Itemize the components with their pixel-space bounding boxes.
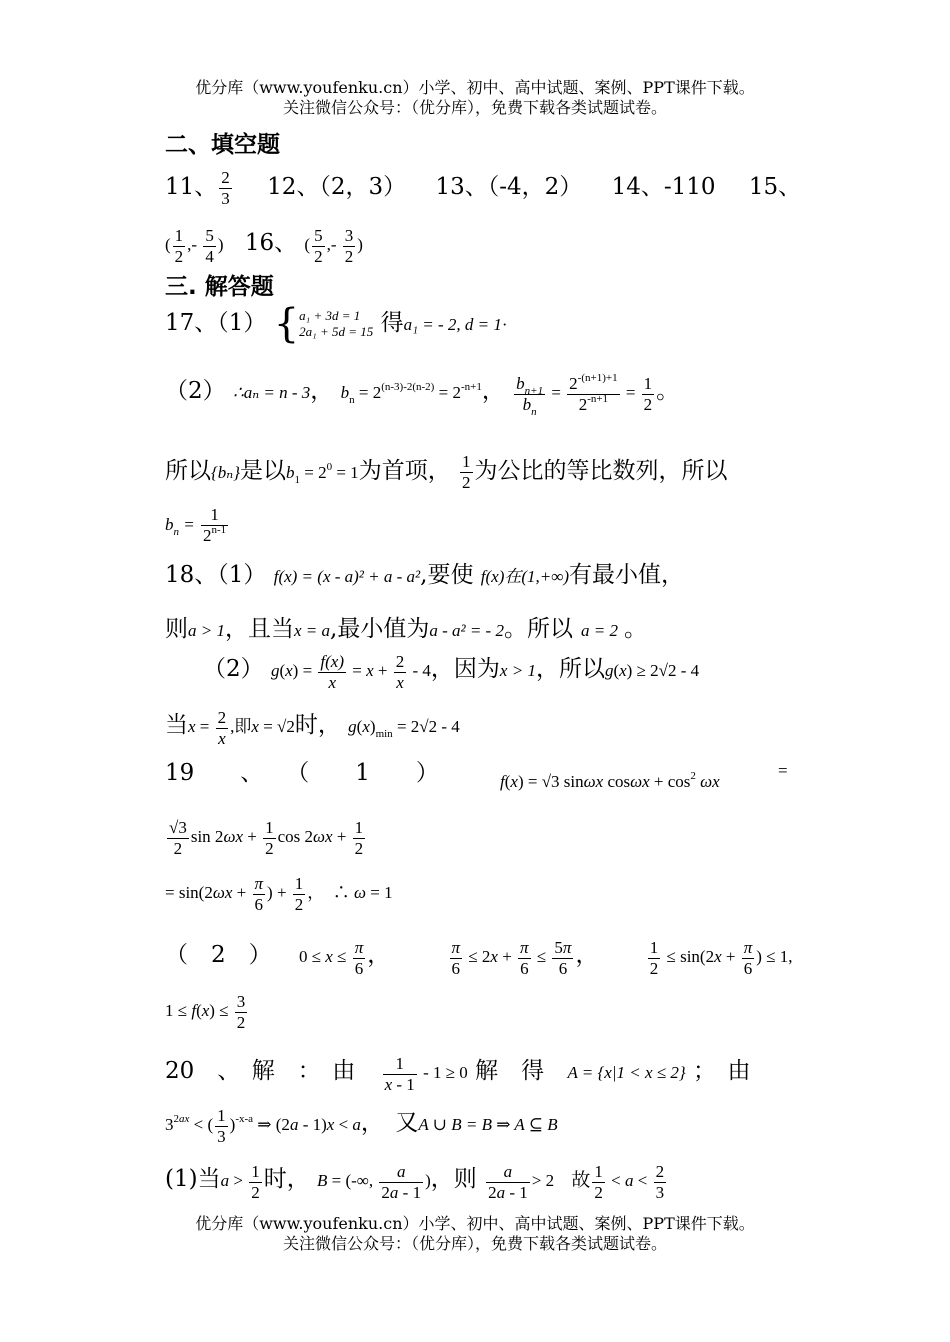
q17-bn-formula: $b_n$ = $\frac{1}{2^{n-1}}$ bbox=[165, 505, 227, 545]
q19-step1: $\frac{√3}{2}$ sin 2ωx + $\frac{1}{2}$ cos 2ωx + $\frac{1}{2}$ bbox=[169, 818, 364, 858]
q15-answer: ( $\frac{1}{2}$ ,- $\frac{5}{4}$ ) bbox=[165, 226, 224, 266]
q18-g-bound: g(x) ≥ 2√2 - 4 bbox=[604, 660, 700, 680]
q18-function: f(x) = (x - a)² + a - a² bbox=[273, 567, 421, 586]
q18-g-def: g(x) = $\frac{f(x)}{x}$ = x + $\frac{2}{x}$ - 4 bbox=[270, 652, 431, 692]
q19-function: f(x) = √3 sinωx $\cos\omega x + \cos^2 \omega x$ bbox=[500, 770, 720, 791]
q17-b1: $b_1 = 2^0 = 1$ bbox=[286, 461, 359, 487]
footer-line-2: 关注微信公众号：（优分库），免费下载各类试题试卷。 bbox=[282, 1234, 667, 1253]
header-line-2: 关注微信公众号：（优分库），免费下载各类试题试卷。 bbox=[282, 98, 667, 117]
fill-blank-row-1 bbox=[165, 168, 801, 208]
q17-bn: $b_n = 2^{(n-3)-2(n-2)} = 2^{-n+1}$ bbox=[340, 380, 482, 406]
section-title-fill-blank: 二、填空题 bbox=[165, 132, 280, 158]
header-line-1: 优分库（www.youfenku.cn）小学、初中、高中试题、案例、PPT课件下载。 bbox=[195, 78, 755, 97]
q18-g-min: $g(x)_{min} = 2√2 - 4$ bbox=[348, 716, 460, 740]
q16-answer: ( $\frac{5}{2}$ ,- $\frac{3}{2}$ ) bbox=[304, 226, 363, 266]
q18-part1: 18、（1） f(x) = (x - a)² + a - a²,要使 f(x)在(1,+∞)有最小值， bbox=[165, 562, 685, 588]
q18-part2-cont: 当x = $\frac{2}{x}$ ,即x = √2时， $g(x)_{min} = 2√2 - 4$ bbox=[165, 708, 460, 748]
q17-part2: （2） ∴aₙ = n - 3， $b_n = 2^{(n-3)-2(n-2)} = 2^{-n+1}$， $\frac{b_{n+1}}{b_n}$ = $\frac{2^{-(n+1)+1}}{2^{-n+1}}$ = $\frac{1}{2}$ 。 bbox=[165, 372, 680, 418]
q17-part1: 17、（1） { a₁ + 3d = 1 2a₁ + 5d = 15 得a₁ = - 2, d = 1· bbox=[165, 301, 508, 347]
q17-label: 17、（1） bbox=[165, 310, 267, 336]
footer-line-1: 优分库（www.youfenku.cn）小学、初中、高中试题、案例、PPT课件下载。 bbox=[195, 1214, 755, 1233]
q17-an: ∴aₙ = n - 3 bbox=[232, 382, 311, 402]
q20-line3: (1)当a > $\frac{1}{2}$ 时， B = (-∞, $\frac{a}{2a - 1}$ )，则 $\frac{a}{2a - 1}$ > 2 故 $\frac{1}{2}$ < a < $\frac{2}{3}$ bbox=[165, 1162, 665, 1202]
q17-ratio-calc: $\frac{b_{n+1}}{b_n}$ = $\frac{2^{-(n+1)+1}}{2^{-n+1}}$ = $\frac{1}{2}$ bbox=[516, 372, 653, 418]
q14-answer: 14、-110 bbox=[611, 174, 716, 201]
q20-set-A: A = {x|1 < x ≤ 2} bbox=[567, 1062, 686, 1082]
q18-part1-cont: 则a > 1，且当x = a,最小值为a - a² = - 2。所以 a = 2 。 bbox=[165, 616, 647, 642]
q17-conclusion: 所以{bₙ}是以$b_1 = 2^0 = 1$为首项， $\frac{1}{2}$ 为公比的等比数列，所以 bbox=[165, 452, 728, 492]
section-title-answers: 三. 解答题 bbox=[165, 274, 274, 300]
q16-label: 16、 bbox=[244, 229, 298, 256]
q20-line2: $3^{2ax}$ < ( $\frac{1}{3}$ )$^{-x-a}$ ⇒ (2a - 1)x < a， 又A ∪ B = B ⇒ A ⊆ B bbox=[165, 1106, 558, 1146]
q19-label: 19 、 （ 1 ） bbox=[165, 760, 439, 786]
fill-blank-row-2 bbox=[165, 226, 363, 266]
q13-answer: 13、（-4，2） bbox=[435, 174, 583, 201]
q11-fraction: $\frac{2}{3}$ bbox=[221, 168, 230, 208]
q18-part2: （2） g(x) = $\frac{f(x)}{x}$ = x + $\frac{2}{x}$ - 4，因为x > 1，所以g(x) ≥ 2√2 - 4 bbox=[203, 652, 700, 692]
q19-range: 1 ≤ f(x) ≤ $\frac{3}{2}$ bbox=[165, 992, 246, 1032]
q17-system: a₁ + 3d = 1 2a₁ + 5d = 15 bbox=[299, 308, 374, 339]
q15-label: 15、 bbox=[748, 174, 802, 201]
q12-answer: 12、（2，3） bbox=[267, 174, 407, 201]
q20-line1: 20 、 解 ： 由 $\frac{1}{x - 1}$ - 1 ≥ 0 解 得 A = {x|1 < x ≤ 2} ； 由 bbox=[165, 1054, 751, 1094]
q19-part2: （ 2 ） 0 ≤ x ≤ $\frac{\pi}{6}$ ， $\frac{\pi}{6}$ ≤ 2x + $\frac{\pi}{6}$ ≤ $\frac{5\pi}{6}$ ， $\frac{1}{2}$ ≤ sin(2x + $\frac{\pi}{6}$ ) ≤ 1, bbox=[165, 938, 793, 978]
q11-label: 11、 bbox=[165, 174, 218, 201]
q19-step2: = sin(2ωx + $\frac{\pi}{6}$ ) + $\frac{1}{2}$ ， ∴ ω = 1 bbox=[165, 874, 393, 914]
q20-union: A ∪ B = B ⇒ A ⊆ B bbox=[418, 1114, 558, 1134]
q17-result: a₁ = - 2, d = 1 bbox=[403, 315, 502, 334]
